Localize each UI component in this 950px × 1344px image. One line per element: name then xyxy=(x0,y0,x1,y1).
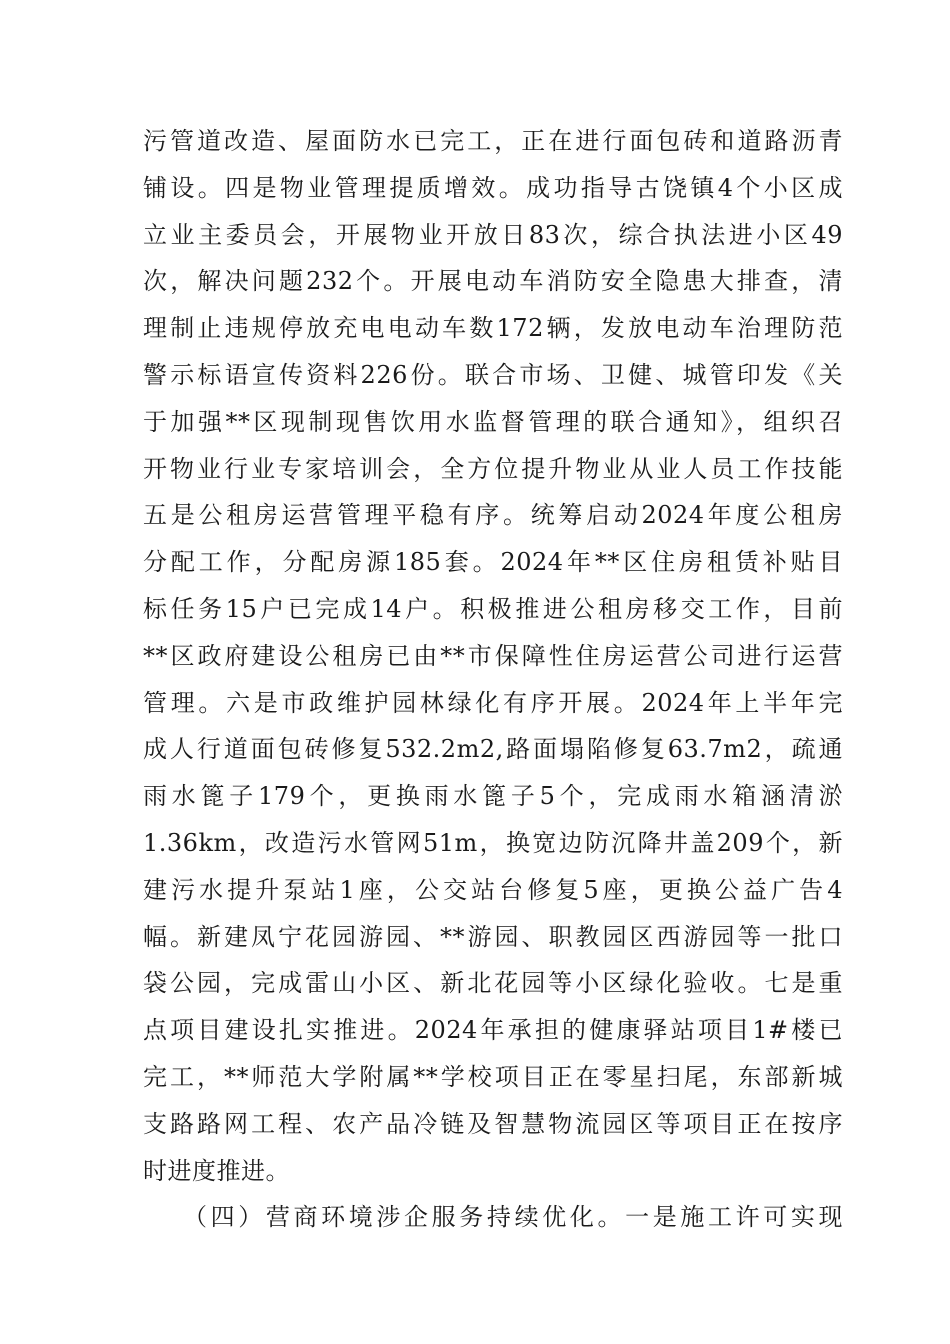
text-line-23: 时进度推进。 xyxy=(143,1156,290,1185)
text-line-14: 成人行道面包砖修复532.2m2,路面塌陷修复63.7m2，疏通 xyxy=(143,735,843,764)
text-line-9: 五是公租房运营管理平稳有序。统筹启动2024年度公租房 xyxy=(143,501,843,530)
text-line-18: 幅。新建凤宁花园游园、**游园、职教园区西游园等一批口 xyxy=(143,922,843,951)
text-line-12: **区政府建设公租房已由**市保障性住房运营公司进行运营 xyxy=(143,641,843,670)
text-line-11: 标任务15户已完成14户。积极推进公租房移交工作，目前 xyxy=(143,594,843,623)
text-line-22: 支路路网工程、农产品冷链及智慧物流园区等项目正在按序 xyxy=(143,1109,843,1138)
text-line-2: 铺设。四是物业管理提质增效。成功指导古饶镇4个小区成 xyxy=(143,173,843,202)
text-line-6: 警示标语宣传资料226份。联合市场、卫健、城管印发《关 xyxy=(143,360,843,389)
text-line-5: 理制止违规停放充电电动车数172辆，发放电动车治理防范 xyxy=(143,314,843,343)
text-line-20: 点项目建设扎实推进。2024年承担的健康驿站项目1#楼已 xyxy=(143,1016,843,1045)
section-heading-line: （四）营商环境涉企服务持续优化。一是施工许可实现 xyxy=(183,1203,843,1232)
text-line-10: 分配工作，分配房源185套。2024年**区住房租赁补贴目 xyxy=(143,548,843,577)
text-line-17: 建污水提升泵站1座，公交站台修复5座，更换公益广告4 xyxy=(143,875,843,904)
text-line-7: 于加强**区现制现售饮用水监督管理的联合通知》，组织召 xyxy=(143,407,843,436)
body-text xyxy=(143,118,843,1241)
text-line-4: 次，解决问题232个。开展电动车消防安全隐患大排查，清 xyxy=(143,267,843,296)
text-line-8: 开物业行业专家培训会，全方位提升物业从业人员工作技能 xyxy=(143,454,843,483)
text-line-19: 袋公园，完成雷山小区、新北花园等小区绿化验收。七是重 xyxy=(143,969,843,998)
text-line-13: 管理。六是市政维护园林绿化有序开展。2024年上半年完 xyxy=(143,688,843,717)
text-line-16: 1.36km，改造污水管网51m，换宽边防沉降井盖209个，新 xyxy=(143,828,843,857)
text-line-1: 污管道改造、屋面防水已完工，正在进行面包砖和道路沥青 xyxy=(143,127,843,155)
text-line-21: 完工，**师范大学附属**学校项目正在零星扫尾，东部新城 xyxy=(143,1062,843,1091)
text-line-3: 立业主委员会，开展物业开放日83次，综合执法进小区49 xyxy=(143,220,843,249)
text-line-15: 雨水篦子179个，更换雨水篦子5个，完成雨水箱涵清淤 xyxy=(143,782,843,811)
